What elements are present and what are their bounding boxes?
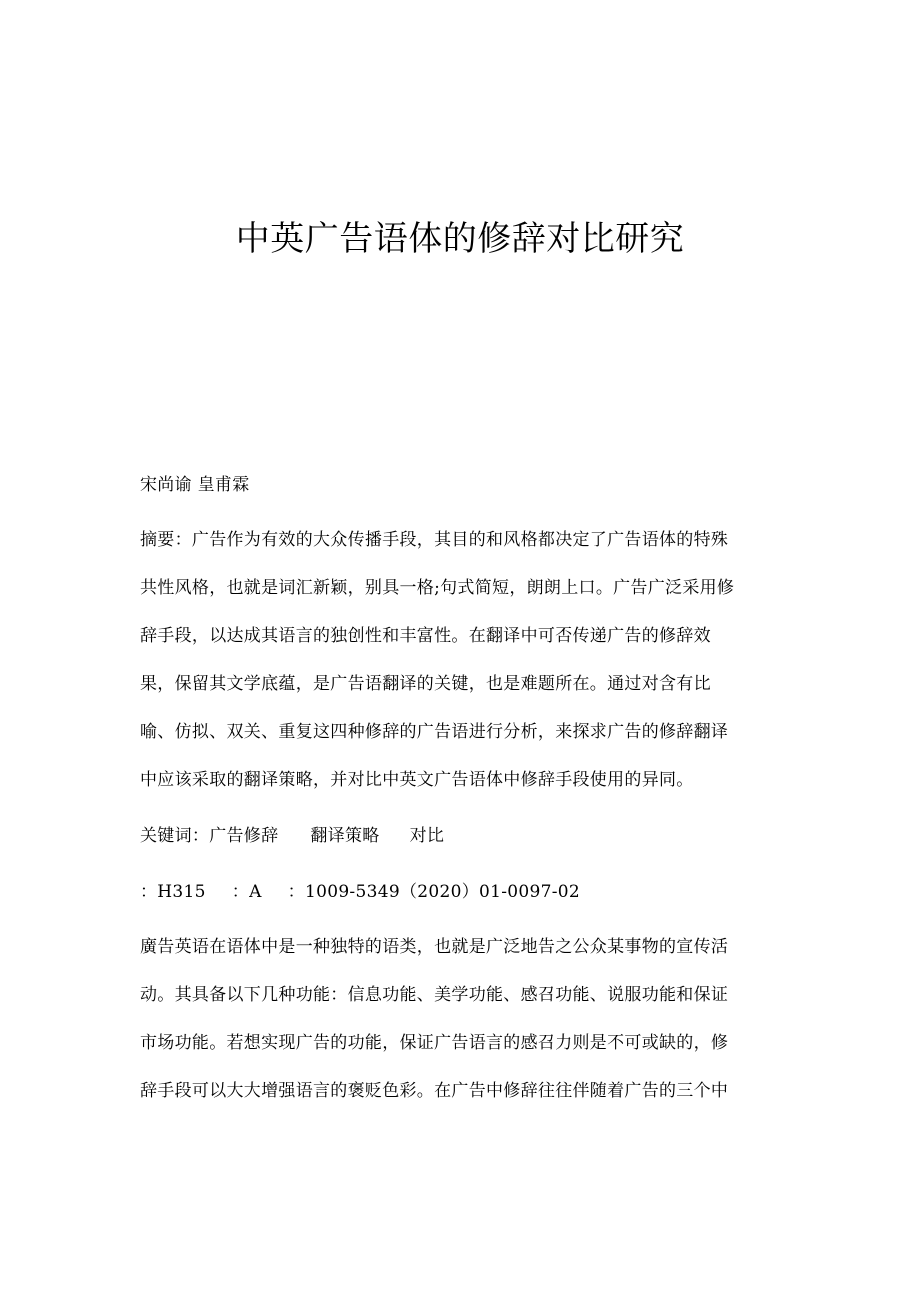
body-line: 辞手段可以大大增强语言的褒贬色彩。在广告中修辞往往伴随着广告的三个中: [140, 1081, 729, 1101]
article-id: ：1009-5349（2020）01-0097-02: [287, 882, 581, 902]
abstract-line: 共性风格，也就是词汇新颖，别具一格;句式简短，朗朗上口。广告广泛采用修: [140, 578, 735, 598]
body-line: 廣告英语在语体中是一种独特的语类，也就是广泛地告之公众某事物的宣传活: [140, 937, 729, 957]
body-line: 市场功能。若想实现广告的功能，保证广告语言的感召力则是不可或缺的，修: [140, 1033, 729, 1053]
abstract-line: 果，保留其文学底蕴，是广告语翻译的关键，也是难题所在。通过对含有比: [140, 674, 711, 694]
body-line: 动。其具备以下几种功能：信息功能、美学功能、感召功能、说服功能和保证: [140, 985, 729, 1005]
keyword: 广告修辞: [209, 826, 279, 846]
clc-number: ：H315: [140, 882, 206, 902]
keyword: 对比: [409, 826, 445, 846]
document-title: 中英广告语体的修辞对比研究: [235, 219, 685, 259]
keyword: 翻译策略: [310, 826, 380, 846]
abstract-line: 喻、仿拟、双关、重复这四种修辞的广告语进行分析，来探求广告的修辞翻译: [140, 722, 729, 742]
keywords-line: [140, 824, 444, 848]
abstract-line: 辞手段，以达成其语言的独创性和丰富性。在翻译中可否传递广告的修辞效: [140, 626, 711, 646]
abstract-line: 摘要：广告作为有效的大众传播手段，其目的和风格都决定了广告语体的特殊: [140, 530, 729, 550]
classification-line: [140, 880, 580, 904]
author-line: 宋尚谕 皇甫霖: [140, 475, 250, 495]
keywords-label: 关键词：: [140, 826, 210, 846]
document-code: ：A: [231, 882, 262, 902]
abstract-line: 中应该采取的翻译策略，并对比中英文广告语体中修辞手段使用的异同。: [140, 770, 694, 790]
